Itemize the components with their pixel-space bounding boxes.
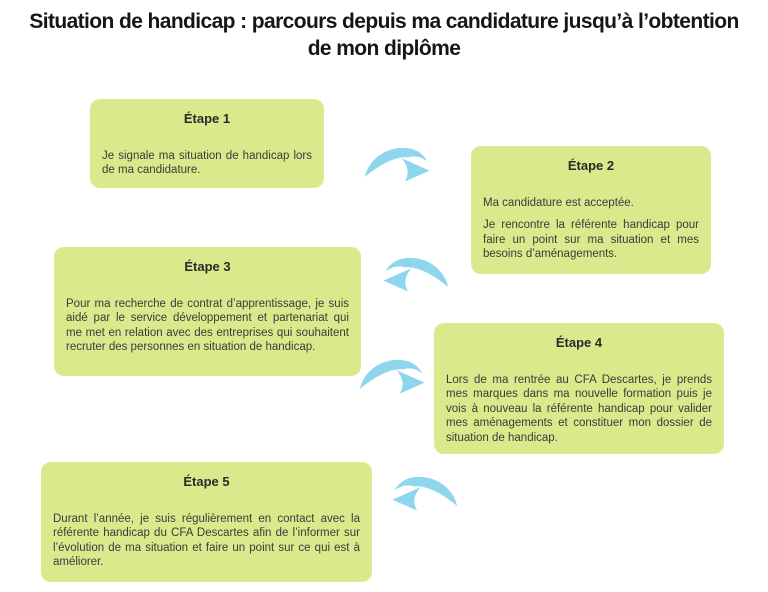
step-box-5 (41, 462, 372, 582)
step-2-title: Étape 2 (567, 158, 615, 173)
step-3-text: Pour ma recherche de contrat d’apprentissage, je suis aidé par le service développement et partenariat qui me met en relation avec des entreprises qui souhaitent recruter des personnes en situation de handicap. (66, 298, 349, 354)
step-3-title: Étape 3 (184, 259, 231, 274)
step-1-title: Étape 1 (183, 111, 231, 126)
step-2-body (483, 196, 699, 262)
step-4-title: Étape 4 (555, 335, 603, 350)
step-box-2 (471, 146, 711, 274)
step-2-text: Ma candidature est acceptée. (483, 197, 634, 209)
curved-arrow-icon (382, 470, 462, 520)
step-1-text: Je signale ma situation de handicap lors de ma candidature. (102, 150, 312, 177)
step-2-text: Je rencontre la référente handicap pour faire un point sur ma situation et mes besoins d’aménagements. (483, 219, 699, 261)
step-4-body (446, 373, 712, 445)
step-5-text: Durant l’année, je suis régulièrement en contact avec la référente handicap du CFA Descartes afin de l’informer sur l’évolution de ma situation et faire un point sur ce qui est à améliorer. (53, 513, 360, 569)
step-3-body (66, 297, 349, 355)
step-box-4 (434, 323, 724, 454)
step-4-text: Lors de ma rentrée au CFA Descartes, je prends mes marques dans ma nouvelle formation puis je vois à nouveau la référente handicap pour valider mes aménagements et constituer mon dossier de situation de handicap. (446, 374, 712, 444)
step-1-body (102, 149, 312, 178)
curved-arrow-icon (374, 251, 452, 301)
step-5-title: Étape 5 (183, 474, 230, 489)
step-box-1 (90, 99, 324, 188)
step-box-3 (54, 247, 361, 376)
curved-arrow-icon (356, 353, 434, 403)
curved-arrow-icon (361, 141, 439, 191)
step-5-body (53, 512, 360, 570)
page-title: Situation de handicap : parcours depuis ma candidature jusqu’à l’obtention de mon diplôme (29, 10, 739, 61)
